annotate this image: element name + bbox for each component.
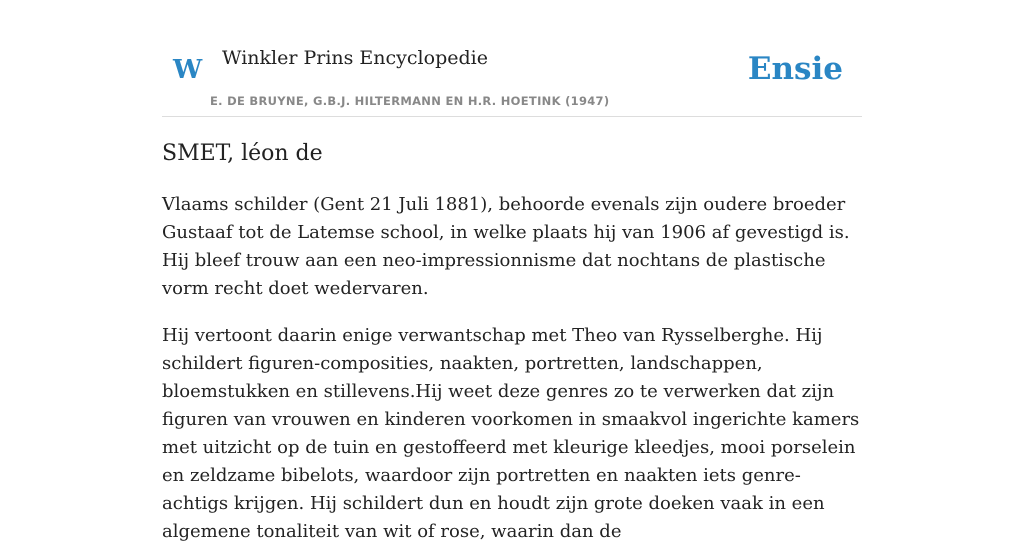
ensie-brand-link[interactable]: Ensie xyxy=(747,51,843,87)
entry-paragraph: Vlaams schilder (Gent 21 Juli 1881), behoorde evenals zijn oudere broeder Gustaaf tot de Latemse school, in welke plaats hij van 1906 af gevestigd is. Hij bleef trouw aan een neo-impressionnisme dat nochtans de plastische vorm recht doet wedervaren. xyxy=(162,194,850,299)
entry-paragraph: Hij vertoont daarin enige verwantschap met Theo van Rysselberghe. Hij schildert figuren-composities, naakten, portretten, landschappen, bloemstukken en stillevens.Hij weet deze genres zo te verwerken dat zijn figuren van vrouwen en kinderen voorkomen in smaakvol ingerichte kamers met uitzicht op de tuin en gestoffeerd met kleurige kleedjes, mooi porselein en zeldzame bibelots, waardoor zijn portretten en naakten iets genre-achtigs krijgen. Hij schildert dun en houdt zijn grote doeken vaak in een algemene tonaliteit van wit of rose, waarin dan de xyxy=(162,325,860,542)
page-header xyxy=(162,0,862,117)
entry-content xyxy=(162,136,862,546)
entry-title: SMET, léon de xyxy=(162,141,323,166)
book-authors: E. DE BRUYNE, G.B.J. HILTERMANN EN H.R. HOETINK (1947) xyxy=(210,94,610,108)
book-title[interactable]: Winkler Prins Encyclopedie xyxy=(222,47,488,69)
winkler-prins-logo[interactable]: W xyxy=(173,55,203,85)
